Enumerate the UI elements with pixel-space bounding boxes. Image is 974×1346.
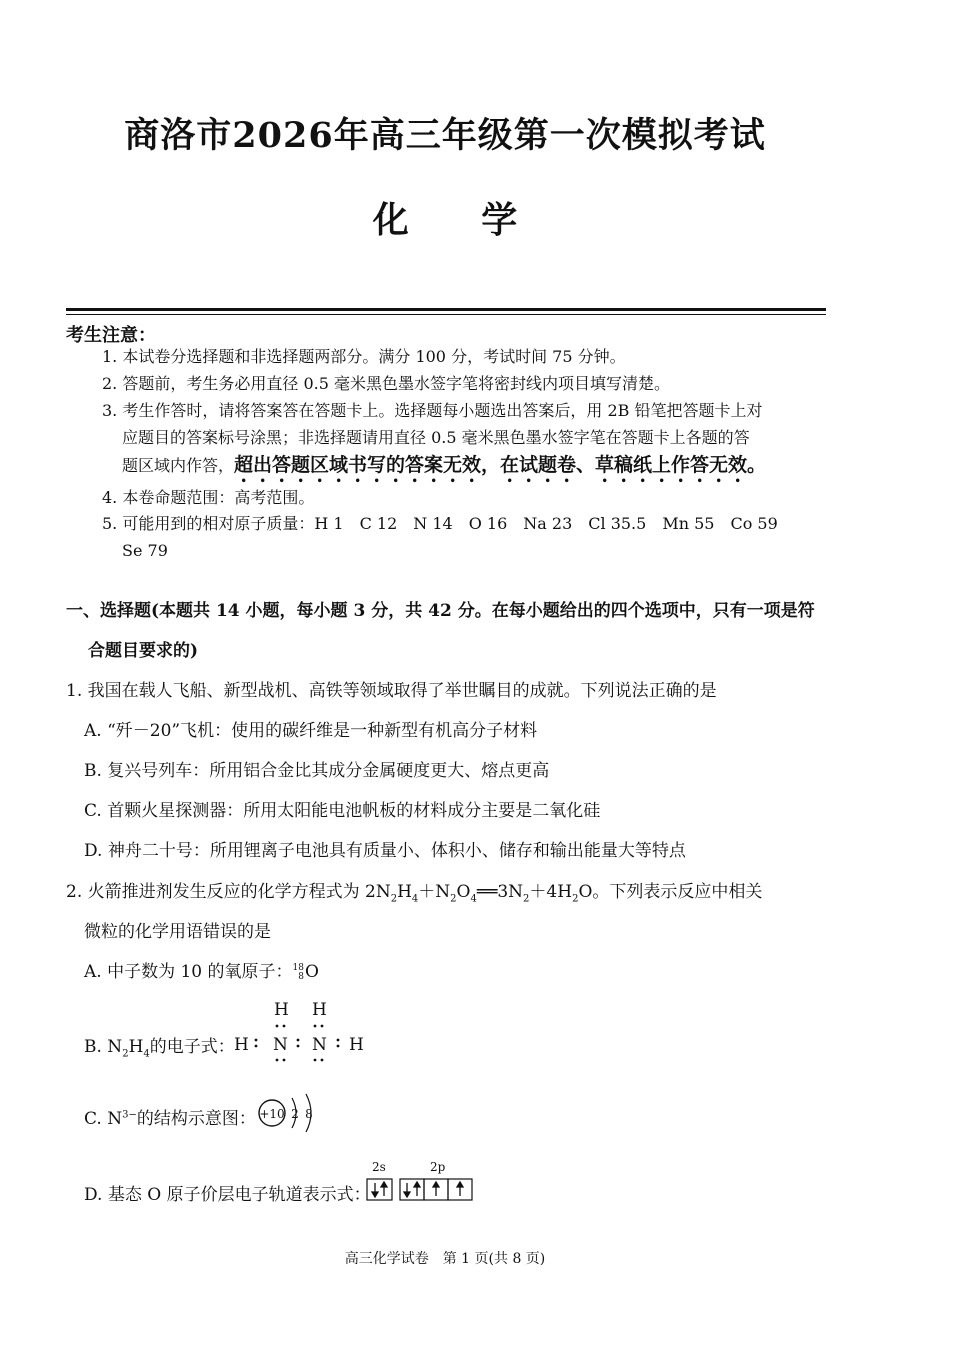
option-a-text: A. 中子数为 10 的氧原子： [84, 962, 293, 982]
isotope-symbol: O [304, 962, 319, 982]
dot-h-left: H [234, 1035, 249, 1055]
shell-1-electrons: 2 [291, 1107, 299, 1121]
header-rule-thin [66, 314, 826, 315]
option-c-text: 的结构示意图： [136, 1109, 256, 1129]
orbital-box-2p-1 [400, 1179, 424, 1200]
electron-dot-formula [230, 995, 380, 1070]
orbital-label-2s: 2s [372, 1160, 386, 1174]
subject-title: 化 学 [372, 199, 518, 241]
section-heading: 一、选择题(本题共 14 小题，每小题 3 分，共 42 分。在每小题给出的四个选项中，只有一项是符 [66, 601, 815, 621]
orbital-diagram [362, 1158, 482, 1206]
question-1-option-c: C. 首颗火星探测器：所用太阳能电池帆板的材料成分主要是二氧化硅 [84, 801, 601, 821]
notice-line-5a: 5. 可能用到的相对原子质量：H 1 C 12 N 14 O 16 Na 23 Cl 35.5 Mn 55 Co 59 [102, 514, 778, 533]
notice-line-3b: 应题目的答案标号涂黑；非选择题请用直径 0.5 毫米黑色墨水签字笔在答题卡上各题的答 [122, 428, 750, 447]
header-rule-thick [66, 308, 826, 311]
page-footer: 高三化学试卷 第 1 页(共 8 页) [344, 1251, 546, 1267]
question-2-option-d: D. 基态 O 原子价层电子轨道表示式： [84, 1185, 371, 1205]
nucleus-charge: +10 [259, 1107, 285, 1121]
question-2-stem-pre: 2. 火箭推进剂发生反应的化学方程式为 2N [66, 882, 391, 902]
notice-line-1: 1. 本试卷分选择题和非选择题两部分。满分 100 分，考试时间 75 分钟。 [102, 347, 626, 366]
orbital-label-2p: 2p [430, 1160, 446, 1174]
dot-n-left: N [273, 1035, 288, 1055]
dot-n-right: N [312, 1035, 327, 1055]
shell-2-electrons: 8 [305, 1107, 313, 1121]
notice-line-5b: Se 79 [122, 541, 168, 560]
question-2-option-c: C. $N^{3-}$的结构示意图： [84, 1109, 256, 1129]
notice-line-4: 4. 本卷命题范围：高考范围。 [102, 488, 315, 507]
notice-line-3a: 3. 考生作答时，请将答案答在答题卡上。选择题每小题选出答案后，用 2B 铅笔把答题卡上对 [102, 401, 763, 420]
question-2-stem-cont: 微粒的化学用语错误的是 [84, 922, 271, 942]
section-heading-cont: 合题目要求的) [88, 641, 199, 661]
dot-h-top-left: H [274, 1000, 289, 1020]
notice-line-2: 2. 答题前，考生务必用直径 0.5 毫米黑色墨水签字笔将密封线内项目填写清楚。 [102, 374, 670, 393]
isotope-atomic-number: 8 [298, 971, 304, 982]
exam-title: 商洛市2026年高三年级第一次模拟考试 [124, 115, 766, 156]
ion-structure-diagram [256, 1090, 326, 1136]
notice-heading: 考生注意： [66, 325, 156, 346]
orbital-box-2s [367, 1179, 392, 1200]
question-1-option-b: B. 复兴号列车：所用铝合金比其成分金属硬度更大、熔点更高 [84, 761, 550, 781]
notice-line-3c-plain: 题区域内作答， [122, 456, 235, 475]
question-2-option-b: B. $N_2H_4$的电子式： [84, 1037, 235, 1060]
dot-h-right: H [349, 1035, 364, 1055]
question-1-option-a: A. “歼－20”飞机：使用的碳纤维是一种新型有机高分子材料 [84, 721, 538, 741]
question-1-option-d: D. 神舟二十号：所用锂离子电池具有质量小、体积小、储存和输出能量大等特点 [84, 841, 686, 861]
notice-line-3c [122, 454, 766, 487]
dot-h-top-right: H [312, 1000, 327, 1020]
question-1-stem: 1. 我国在载人飞船、新型战机、高铁等领域取得了举世瞩目的成就。下列说法正确的是 [66, 681, 717, 701]
question-2-option-a [84, 957, 319, 982]
option-b-text: 的电子式： [149, 1037, 235, 1057]
question-2-stem: 2. 火箭推进剂发生反应的化学方程式为 $2N_2H_4+N_2O_4══3N_2+4H_2O$。下列表示反应中相关 [66, 882, 763, 905]
isotope-mass-number: 18 [292, 962, 304, 973]
notice-emphasis: 超出答题区域书写的答案无效，在试题卷、草稿纸上作答无效。 [234, 454, 767, 476]
ion-charge: 3− [122, 1109, 137, 1121]
question-2-stem-post: 。下列表示反应中相关 [592, 882, 763, 902]
